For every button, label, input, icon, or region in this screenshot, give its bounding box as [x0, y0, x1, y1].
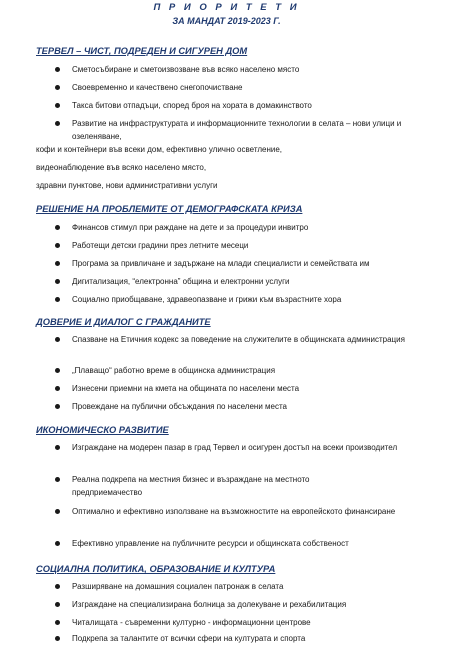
bullet-icon [55, 85, 60, 90]
list-item: Реална подкрепа на местния бизнес и възраждане на местното предприемачество [72, 473, 372, 499]
document-title: П Р И О Р И Т Е Т И [153, 2, 300, 13]
bullet-icon [55, 279, 60, 284]
text-line: кофи и контейнери във всеки дом, ефективно улично осветление, [36, 145, 282, 154]
section-heading: ИКОНОМИЧЕСКО РАЗВИТИЕ [36, 425, 169, 435]
list-item: Ефективно управление на публичните ресурси и общинската собственост [72, 537, 442, 550]
list-item: Финансов стимул при раждане на дете и за процедури инвитро [72, 221, 442, 234]
text-line: здравни пунктове, нови административни услуги [36, 181, 218, 190]
list-item: Изграждане на модерен пазар в град Тервел и осигурен достъп на всеки производител [72, 441, 422, 454]
list-item: Читалищата - съвременни културно - информационни центрове [72, 616, 442, 629]
bullet-icon [55, 445, 60, 450]
bullet-icon [55, 337, 60, 342]
list-item: „Плаващо“ работно време в общинска администрация [72, 364, 432, 377]
list-item: Подкрепа за талантите от всички сфери на културата и спорта [72, 632, 442, 645]
list-item: Спазване на Етичния кодекс за поведение на служителите в общинската администрация [72, 333, 452, 346]
section-heading: СОЦИАЛНА ПОЛИТИКА, ОБРАЗОВАНИЕ И КУЛТУРА [36, 564, 276, 574]
bullet-icon [55, 67, 60, 72]
bullet-icon [55, 404, 60, 409]
bullet-icon [55, 602, 60, 607]
section-heading: ТЕРВЕЛ – ЧИСТ, ПОДРЕДЕН И СИГУРЕН ДОМ [36, 46, 248, 56]
bullet-icon [55, 477, 60, 482]
bullet-icon [55, 121, 60, 126]
list-item: Изнесени приемни на кмета на общината по населени места [72, 382, 432, 395]
list-item: Програма за привличане и задържане на млади специалисти и семействата им [72, 257, 448, 270]
list-item: Социално приобщаване, здравеопазване и грижи към възрастните хора [72, 293, 442, 306]
bullet-icon [55, 509, 60, 514]
list-item: Оптимално и ефективно използване на възможностите на европейското финансиране [72, 505, 422, 518]
bullet-icon [55, 225, 60, 230]
bullet-icon [55, 297, 60, 302]
document-subtitle: ЗА МАНДАТ 2019-2023 Г. [172, 16, 281, 26]
bullet-icon [55, 620, 60, 625]
bullet-icon [55, 541, 60, 546]
list-item: Работещи детски градини през летните месеци [72, 239, 442, 252]
section-heading: РЕШЕНИЕ НА ПРОБЛЕМИТЕ ОТ ДЕМОГРАФСКАТА КРИЗА [36, 204, 303, 214]
section-heading: ДОВЕРИЕ И ДИАЛОГ С ГРАЖДАНИТЕ [36, 317, 211, 327]
list-item: Дигитализация, “електронна” община и електронни услуги [72, 275, 442, 288]
list-item: Такса битови отпадъци, според броя на хората в домакинството [72, 99, 432, 112]
text-line: видеонаблюдение във всяко населено място, [36, 163, 207, 172]
bullet-icon [55, 636, 60, 641]
list-item: Сметосъбиране и сметоизвозване във всяко населено място [72, 63, 432, 76]
bullet-icon [55, 243, 60, 248]
list-item: Своевременно и качествено снегопочистване [72, 81, 432, 94]
list-item: Изграждане на специализирана болница за долекуване и рехабилитация [72, 598, 442, 611]
bullet-icon [55, 368, 60, 373]
bullet-icon [55, 584, 60, 589]
list-item: Разширяване на домашния социален патронаж в селата [72, 580, 442, 593]
bullet-icon [55, 261, 60, 266]
list-item: Развитие на инфраструктурата и информационните технологии в селата – нови улици и озеленяване, [72, 117, 446, 143]
bullet-icon [55, 386, 60, 391]
list-item: Провеждане на публични обсъждания по населени места [72, 400, 432, 413]
bullet-icon [55, 103, 60, 108]
